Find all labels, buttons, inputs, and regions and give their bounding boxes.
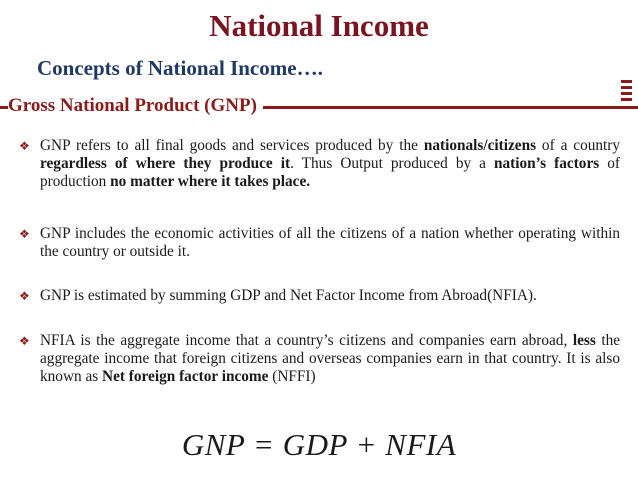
section-heading: Gross National Product (GNP) xyxy=(8,95,263,117)
slide-subtitle: Concepts of National Income…. xyxy=(37,56,323,80)
bullet-item-gnp-includes: ❖ GNP includes the economic activities of all the citizens of a nation whether operating within the country or outside it. xyxy=(19,225,620,260)
bullet-item-gnp-estimate: ❖ GNP is estimated by summing GDP and Net Factor Income from Abroad(NFIA). xyxy=(19,287,537,304)
decorative-bars xyxy=(621,80,632,104)
diamond-bullet-icon: ❖ xyxy=(19,139,30,153)
slide-title: National Income xyxy=(209,8,429,43)
diamond-bullet-icon: ❖ xyxy=(19,289,30,303)
diamond-bullet-icon: ❖ xyxy=(19,334,30,348)
bullet-list xyxy=(10,137,620,386)
diamond-bullet-icon: ❖ xyxy=(19,227,30,241)
bullet-item-gnp-definition: ❖ GNP refers to all final goods and services produced by the nationals/citizens of a country regardless of where they produce it. Thus Output produced by a nation’s factors of production no matter where it takes place. xyxy=(19,137,621,190)
gnp-formula: GNP = GDP + NFIA xyxy=(181,427,457,462)
bullet-item-nfia: ❖ NFIA is the aggregate income that a country’s citizens and companies earn abroad, less the aggregate income that foreign citizens and overseas companies earn in that country. It is also known as Net foreign factor income (NFFI) xyxy=(19,332,621,385)
